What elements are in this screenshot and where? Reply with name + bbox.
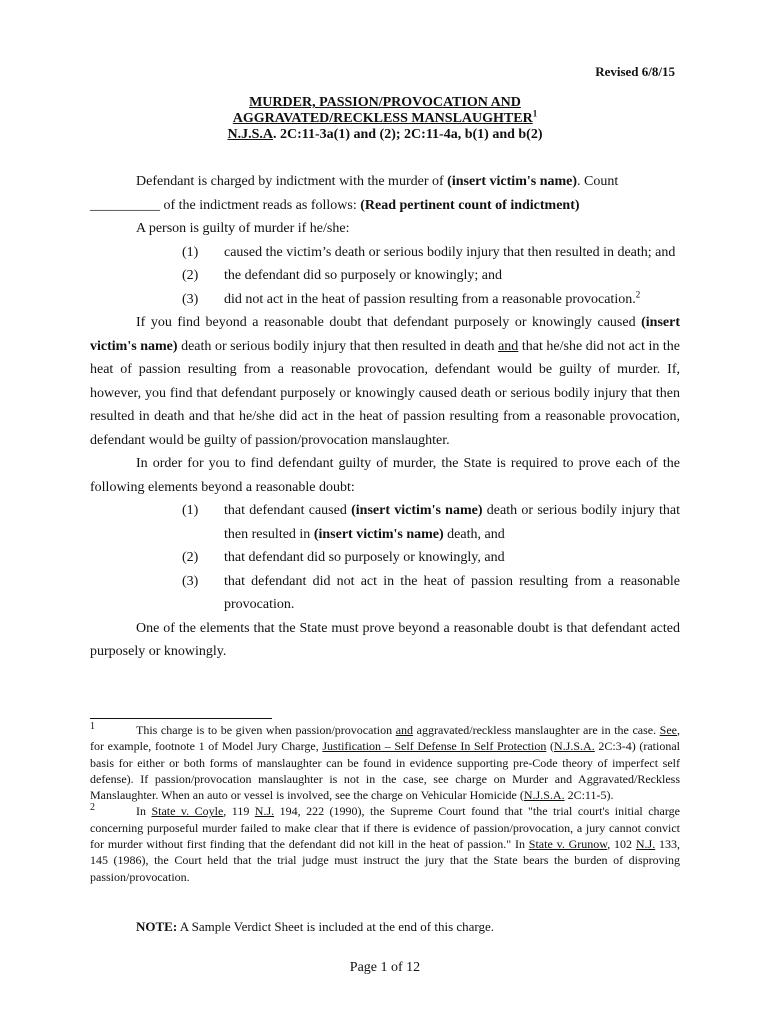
indictment-count-line — [90, 194, 680, 218]
element-text-e: death, and — [443, 526, 505, 542]
emphasis-and: and — [498, 338, 519, 354]
list-item-number: (1) — [182, 244, 199, 260]
para2-text-c: death or serious bodily injury that then resulted in death — [177, 338, 499, 354]
charge-title — [0, 95, 770, 143]
count-blank-text: __________ of the indictment reads as follows: — [90, 197, 361, 213]
list-item-number: (2) — [182, 268, 199, 283]
intro-text-1: Defendant is charged by indictment with the murder of — [136, 174, 448, 189]
fn1-text: , for example, footnote 1 of Model Jury Charge, — [90, 723, 680, 754]
list-item-number: (2) — [182, 550, 199, 565]
fn1-underlined: N.J.S.A. — [554, 739, 595, 754]
fn1-text: 2C:3-4) (rational basis for either or both forms of manslaughter can be found in evidence supporting pre-Code theory of imperfect self defense). If passion/provocation manslaughter is not in the case, see charge on Murder and Aggravated/Reckless Manslaughter. When an auto or vessel is involved, see the charge on Vehicular Homicide ( — [90, 739, 681, 803]
fn1-text: This charge is to be given when passion/provocation — [136, 723, 396, 737]
title-line-2 — [0, 108, 770, 127]
fn2-underlined: N.J. — [635, 837, 656, 852]
note-text: A Sample Verdict Sheet is included at the end of this charge. — [177, 919, 495, 934]
verdict-sheet-note — [136, 919, 494, 935]
list-item-text: the defendant did so purposely or knowingly; and — [224, 268, 503, 283]
footnote-number: 2 — [90, 802, 95, 814]
title-statute-sections: . 2C:11-3a(1) and (2); 2C:11-4a, b(1) and b(2) — [273, 127, 543, 142]
footnote-1 — [90, 722, 680, 803]
fn2-text: In — [136, 804, 152, 819]
victim-name-placeholder: (insert victim's name) — [313, 526, 444, 542]
fn1-text: 2C:11-5). — [564, 788, 614, 803]
para2-text-a: If you find beyond a reasonable doubt that defendant purposely or knowingly caused — [136, 315, 642, 330]
element-text-a: that defendant caused — [224, 503, 352, 518]
para2-text-e: that he/she did not act in the heat of passion resulting from a reasonable provocation, defendant would be guilty of murder. If, however, you find that defendant purposely or knowingly caused death or serious bodily injury that then resulted in death and that he/she did act in the heat of passion resulting from a reasonable provocation, defendant would be guilty of passion/provocation manslaughter. — [90, 338, 680, 448]
list-item — [90, 499, 680, 546]
list-item-text-body: did not act in the heat of passion resulting from a reasonable provocation. — [224, 291, 636, 307]
list-item-text — [222, 499, 680, 546]
list-item-number: (1) — [182, 503, 199, 518]
purposely-knowingly-paragraph: One of the elements that the State must prove beyond a reasonable doubt is that defendant acted purposely or knowingly. — [90, 620, 680, 659]
title-line-3 — [0, 127, 770, 143]
footnote-number: 1 — [90, 721, 95, 732]
fn2-text: , 119 — [223, 804, 255, 819]
page-number: Page 1 of 12 — [349, 960, 421, 975]
list-item — [90, 264, 680, 288]
list-item-text: caused the victim’s death or serious bodily injury that then resulted in death; and — [224, 244, 676, 260]
intro-paragraph — [90, 170, 680, 194]
intro-text-2: . Count — [577, 174, 619, 189]
revision-date: Revised 6/8/15 — [595, 64, 675, 79]
fn2-text: 133, 145 (1986), the Court held that the trial judge must instruct the jury that the State bears the burden of disproving passion/provocation. — [90, 837, 681, 884]
list-item-number: (3) — [182, 573, 199, 589]
element-text-c: death or serious bodily injury that then resulted in — [224, 503, 681, 542]
fn2-underlined: N.J. — [254, 804, 275, 819]
list-item-text: that defendant did not act in the heat of passion resulting from a reasonable provocation. — [224, 573, 680, 612]
fn1-underlined: N.J.S.A. — [523, 788, 565, 803]
footnotes — [90, 722, 680, 885]
fn2-underlined: State v. Coyle — [151, 804, 224, 819]
victim-name-placeholder: (insert victim's name) — [447, 174, 578, 189]
victim-name-placeholder: (insert victim's name) — [351, 503, 483, 518]
footnote-ref-2[interactable]: 2 — [635, 288, 641, 299]
elements-intro-paragraph: In order for you to find defendant guilty of murder, the State is required to prove each of the following elements beyond a reasonable doubt: — [90, 456, 680, 495]
murder-finding-paragraph — [90, 311, 680, 452]
fn1-underlined: and — [395, 723, 414, 737]
fn1-text: aggravated/reckless manslaughter are in the case. — [413, 723, 660, 737]
list-item — [90, 288, 680, 312]
footnote-2 — [90, 803, 680, 884]
note-label: NOTE: — [136, 919, 178, 934]
read-count-instruction: (Read pertinent count of indictment) — [360, 197, 580, 213]
fn2-text: , 102 — [607, 837, 636, 852]
fn1-underlined: See — [659, 723, 677, 737]
list-item-text: that defendant did so purposely or knowingly, and — [224, 550, 505, 565]
list-item — [90, 570, 680, 617]
guilty-definition-lead: A person is guilty of murder if he/she: — [136, 221, 350, 236]
list-item-text — [222, 288, 680, 312]
list-item — [90, 241, 680, 265]
list-item-number: (3) — [182, 291, 199, 307]
fn1-underlined: Justification – Self Defense In Self Protection — [322, 739, 547, 754]
victim-name-placeholder: (insert victim's name) — [90, 315, 680, 354]
fn1-text: ( — [546, 739, 555, 754]
fn2-text: 194, 222 (1990), the Supreme Court found that "the trial court's initial charge concerning purposeful murder failed to make clear that if there is evidence of passion/provocation, a jury cannot convict for murder without first finding that the defendant did not kill in the heat of passion." In — [90, 804, 680, 852]
title-statute-abbrev: N.J.S.A — [227, 127, 273, 142]
footnote-ref-1[interactable]: 1 — [532, 108, 538, 119]
title-line-2-text: AGGRAVATED/RECKLESS MANSLAUGHTER — [232, 111, 533, 126]
title-line-1: MURDER, PASSION/PROVOCATION AND — [249, 95, 521, 110]
list-item — [90, 546, 680, 570]
charge-body — [90, 170, 680, 664]
fn2-underlined: State v. Grunow — [528, 837, 608, 852]
